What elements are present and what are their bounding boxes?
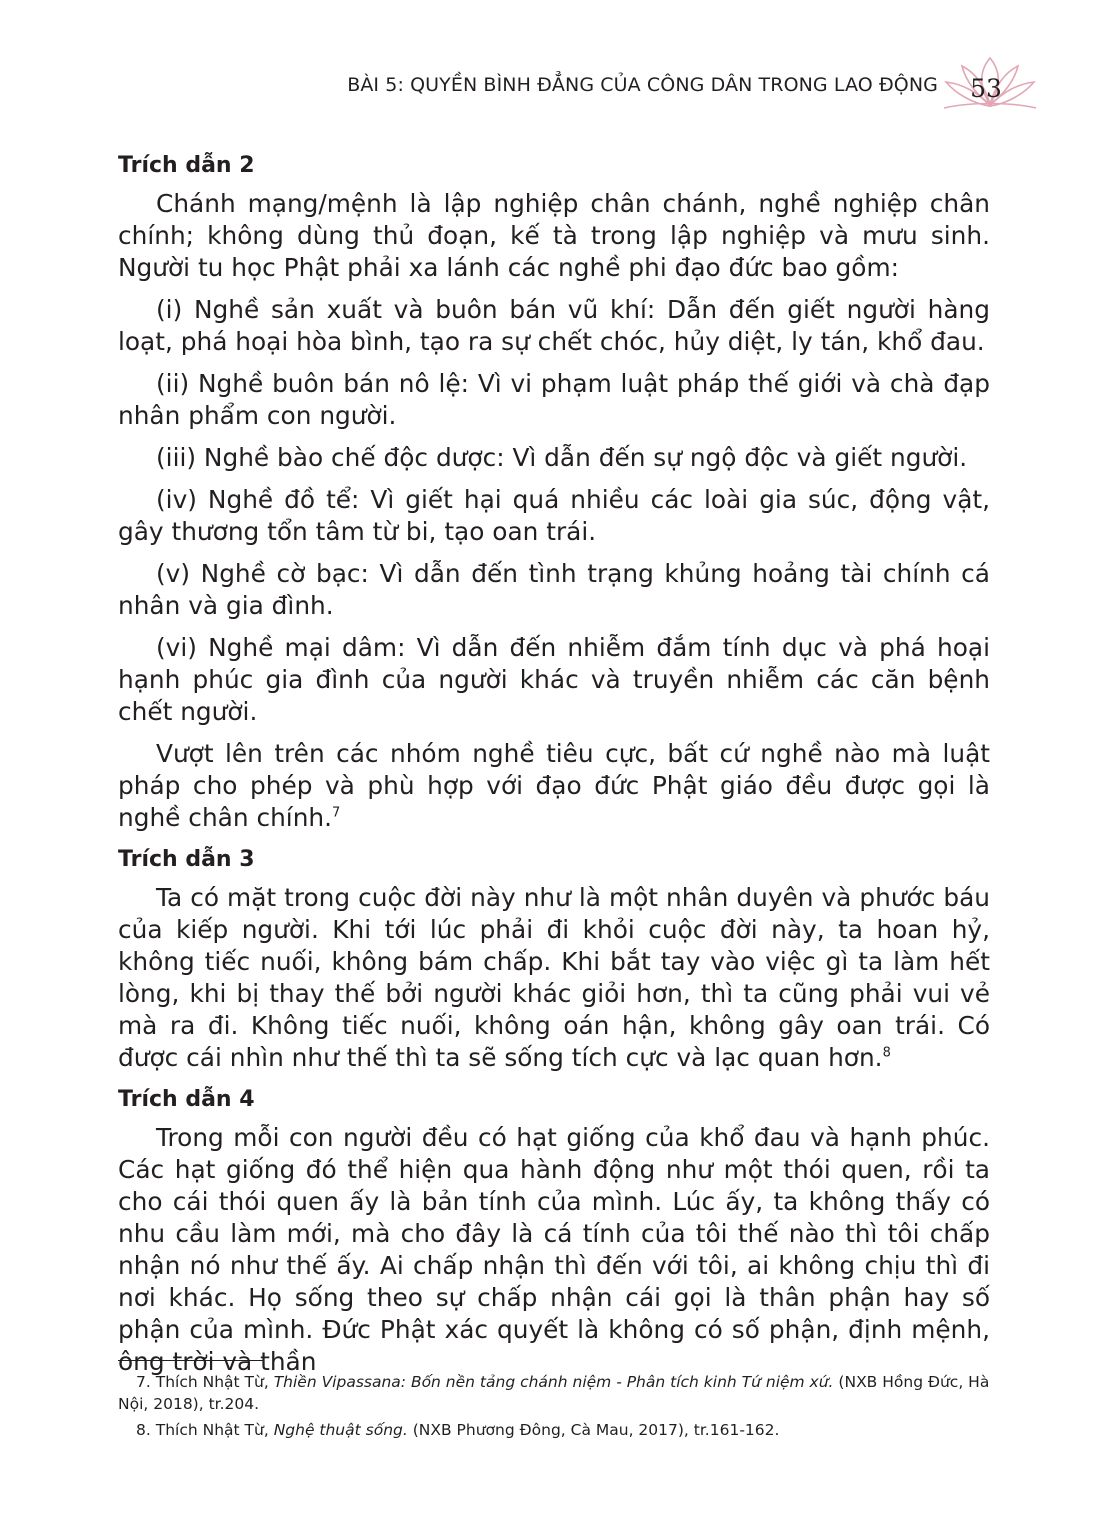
footnote-ref: 8 — [882, 1045, 891, 1061]
paragraph: (i) Nghề sản xuất và buôn bán vũ khí: Dẫn đến giết người hàng loạt, phá hoại hòa bình, tạo ra sự chết chóc, hủy diệt, ly tán, khổ đau. — [118, 295, 990, 356]
footnote-7: 7. Thích Nhật Từ, Thiền Vipassana: Bốn nền tảng chánh niệm - Phân tích kinh Tứ niệm xứ. (NXB Hồng Đức, Hà Nội, 2018), tr.204. — [118, 1373, 990, 1413]
running-header: BÀI 5: QUYỀN BÌNH ĐẲNG CỦA CÔNG DÂN TRONG LAO ĐỘNG — [347, 74, 938, 96]
paragraph: (iii) Nghề bào chế độc dược: Vì dẫn đến sự ngộ độc và giết người. — [156, 443, 968, 472]
paragraph: Vượt lên trên các nhóm nghề tiêu cực, bất cứ nghề nào mà luật pháp cho phép và phù hợp với đạo đức Phật giáo đều được gọi là nghề chân chính.$^7$ — [118, 739, 990, 832]
section-heading: Trích dẫn 3 — [118, 847, 255, 872]
quote-section-3 — [118, 844, 990, 1074]
quote-section-4 — [118, 1084, 990, 1378]
paragraph: Trong mỗi con người đều có hạt giống của khổ đau và hạnh phúc. Các hạt giống đó thể hiện qua hành động như một thói quen, rồi ta cho cái thói quen ấy là bản tính của mình. Lúc ấy, ta không thấy có nhu cầu làm mới, mà cho đây là cá tính của tôi thế nào thì tôi chấp nhận nó như thế ấy. Ai chấp nhận thì đến với tôi, ai không chịu thì đi nơi khác. Họ sống theo sự chấp nhận cái gọi là thân phận hay số phận của mình. Đức Phật xác quyết là không có số phận, định mệnh, ông trời và thần — [118, 1123, 990, 1376]
section-heading: Trích dẫn 4 — [118, 1087, 255, 1112]
section-heading: Trích dẫn 2 — [118, 153, 255, 178]
paragraph: (v) Nghề cờ bạc: Vì dẫn đến tình trạng khủng hoảng tài chính cá nhân và gia đình. — [118, 559, 990, 620]
footnote-8: 8. Thích Nhật Từ, Nghệ thuật sống. (NXB Phương Đông, Cà Mau, 2017), tr.161-162. — [136, 1421, 780, 1439]
page-body — [118, 150, 990, 1388]
page-number: 53 — [970, 74, 1002, 103]
paragraph: (ii) Nghề buôn bán nô lệ: Vì vi phạm luật pháp thế giới và chà đạp nhân phẩm con người. — [118, 369, 990, 430]
footnotes — [118, 1360, 990, 1445]
paragraph: Ta có mặt trong cuộc đời này như là một nhân duyên và phước báu của kiếp người. Khi tới lúc phải đi khỏi cuộc đời này, ta hoan hỷ, không tiếc nuối, không bám chấp. Khi bắt tay vào việc gì ta làm hết lòng, khi bị thay thế bởi người khác giỏi hơn, thì ta cũng phải vui vẻ mà ra đi. Không tiếc nuối, không oán hận, không gây oan trái. Có được cái nhìn như thế thì ta sẽ sống tích cực và lạc quan hơn.$^8$ — [118, 883, 990, 1072]
footnote-divider — [118, 1360, 263, 1361]
paragraph: (iv) Nghề đồ tể: Vì giết hại quá nhiều các loài gia súc, động vật, gây thương tổn tâm từ bi, tạo oan trái. — [118, 485, 990, 546]
quote-section-2 — [118, 150, 990, 834]
footnote-ref: 7 — [332, 805, 341, 821]
paragraph: Chánh mạng/mệnh là lập nghiệp chân chánh, nghề nghiệp chân chính; không dùng thủ đoạn, kế tà trong lập nghiệp và mưu sinh. Người tu học Phật phải xa lánh các nghề phi đạo đức bao gồm: — [118, 189, 990, 282]
paragraph: (vi) Nghề mại dâm: Vì dẫn đến nhiễm đắm tính dục và phá hoại hạnh phúc gia đình của người khác và truyền nhiễm các căn bệnh chết người. — [118, 633, 990, 726]
